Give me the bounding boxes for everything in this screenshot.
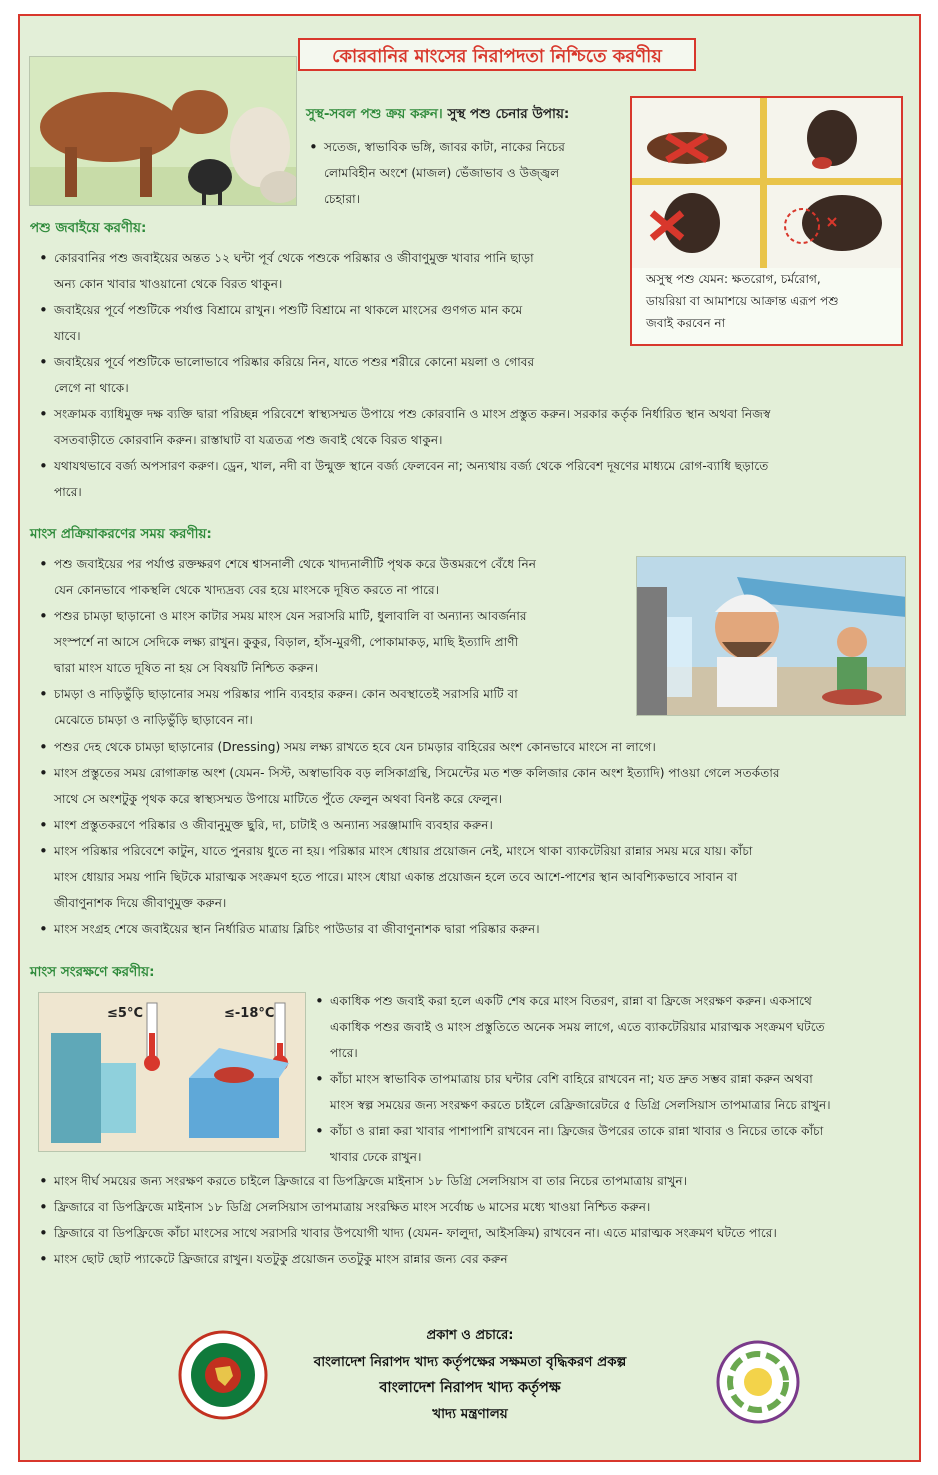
list-item <box>36 349 916 401</box>
healthy-signs-list <box>306 134 624 212</box>
freezer-temp-label: ≤-18°C <box>224 1006 275 1021</box>
storage-list-full <box>36 1168 916 1272</box>
fridge-illustration <box>38 992 306 1152</box>
line: লেগে না থাকে। <box>54 381 129 395</box>
list-item <box>306 134 624 212</box>
line: একাধিক পশু জবাই করা হলে একটি শেষ করে মাংস বিতরণ, রান্না বা ফ্রিজে সংরক্ষণ করুন। একসাথে <box>330 994 812 1008</box>
credits-ministry: খাদ্য মন্ত্রণালয় <box>432 1406 508 1422</box>
line: কোরবানির পশু জবাইয়ের অন্তত ১২ ঘন্টা পূর্ব থেকে পশুকে পরিষ্কার ও জীবাণুমুক্ত খাবার পানি ছাড়া <box>54 251 534 265</box>
line: চামড়া ও নাড়িভুঁড়ি ছাড়ানোর সময় পরিষ্কার পানি ব্যবহার করুন। কোন অবস্থাতেই সরাসরি মাটি বা <box>54 687 518 701</box>
caption-line-2: ডায়রিয়া বা আমাশয়ে আক্রান্ত এরূপ পশু <box>646 294 839 308</box>
credits <box>260 1323 680 1427</box>
processing-list-narrow <box>36 551 636 733</box>
line: পারে। <box>54 485 82 499</box>
list-item <box>36 734 916 760</box>
list-item <box>36 681 636 733</box>
line: মেঝেতে চামড়া ও নাড়িভুঁড়ি ছাড়াবেন না। <box>54 713 253 727</box>
line: জবাইয়ের পূর্বে পশুটিকে ভালোভাবে পরিষ্কার করিয়ে নিন, যাতে পশুর শরীরে কোনো ময়লা ও গোবর <box>54 355 535 369</box>
list-item <box>36 297 916 349</box>
fridge-temp-label: ≤5°C <box>107 1006 143 1021</box>
cattle-illustration <box>29 56 297 206</box>
line: মাংস ধোয়ার সময় পানি ছিটকে মারাত্মক সংক্রমণ হতে পারে। মাংস ধোয়া একান্ত প্রয়োজন হলে তবে আশে-পাশের স্থান আবশ্যিকভাবে সাবান বা <box>54 870 738 884</box>
line: একাধিক পশুর জবাই ও মাংস প্রস্তুতিতে অনেক সময় লাগে, এতে ব্যাকটেরিয়ার মারাত্মক সংক্রমণ ঘটতে <box>330 1020 825 1034</box>
list-item <box>36 760 916 812</box>
line: মাংশ প্রস্তুতকরণে পরিষ্কার ও জীবানুমুক্ত ছুরি, দা, চাটাই ও অন্যান্য সরঞ্জামাদি ব্যবহার করুন। <box>54 818 493 832</box>
line: বসতবাড়ীতে কোরবানি করুন। রাস্তাঘাট বা যত্রতত্র পশু জবাই থেকে বিরত থাকুন। <box>54 433 443 447</box>
line: অন্য কোন খাবার খাওয়ানো থেকে বিরত থাকুন। <box>54 277 283 291</box>
heading-identify-healthy: সুস্থ পশু চেনার উপায়: <box>447 106 570 122</box>
list-item <box>312 988 918 1066</box>
credits-label: প্রকাশ ও প্রচারে: <box>426 1328 514 1343</box>
line: ফ্রিজারে বা ডিপফ্রিজে মাইনাস ১৮ ডিগ্রি সেলসিয়াস তাপমাত্রায় সংরক্ষিত মাংস সর্বোচ্চ ৬ মাসের মধ্যে খাওয়া নিশ্চিত করুন। <box>54 1200 651 1214</box>
healthy-animal-heading <box>306 104 569 124</box>
line: মাংস দীর্ঘ সময়ের জন্য সংরক্ষণ করতে চাইলে ফ্রিজারে বা ডিপফ্রিজে মাইনাস ১৮ ডিগ্রি সেলসিয়াস বা তার নিচের তাপমাত্রায় রাখুন। <box>54 1174 688 1188</box>
list-item <box>36 453 916 505</box>
line: সংস্পর্শে না আসে সেদিকে লক্ষ্য রাখুন। কুকুর, বিড়াল, হাঁস-মুরগী, পোকামাকড়, মাছি ইত্যাদি প্রাণী <box>54 635 519 649</box>
line: ফ্রিজারে বা ডিপফ্রিজে কাঁচা মাংসের সাথে সরাসরি খাবার উপযোগী খাদ্য (যেমন- ফালুদা, আইসক্রিম) রাখবেন না। এতে মারাত্মক সংক্রমণ ঘটতে পারে। <box>54 1226 777 1240</box>
line: সাথে সে অংশটুকু পৃথক করে স্বাস্থ্যসম্মত উপায়ে মাটিতে পুঁতে ফেলুন অথবা বিনষ্ট করে ফেলুন। <box>54 792 503 806</box>
list-item <box>36 838 916 916</box>
butcher-illustration <box>636 556 906 716</box>
caption-line-3: জবাই করবেন না <box>646 316 726 330</box>
line: সংক্রামক ব্যাধিমুক্ত দক্ষ ব্যক্তি দ্বারা পরিচ্ছন্ন পরিবেশে স্বাস্থ্যসম্মত উপায়ে পশু কোরবানি ও মাংস প্রস্তুত করুন। সরকার কর্তৃক নির্ধারিত স্থান অথবা নিজস্ব <box>54 407 771 421</box>
healthy-sign-line-3: চেহারা। <box>324 192 361 206</box>
credits-authority: বাংলাদেশ নিরাপদ খাদ্য কর্তৃপক্ষ <box>379 1380 561 1396</box>
list-item <box>36 1194 916 1220</box>
line: মাংস পরিষ্কার পরিবেশে কাটুন, যাতে পুনরায় ধুতে না হয়। পরিষ্কার মাংস ধোয়ার প্রয়োজন নেই, মাংসে থাকা ব্যাকটেরিয়া রান্নার সময় মরে যায়। কাঁচা <box>54 844 753 858</box>
storage-heading: মাংস সংরক্ষণে করণীয়: <box>30 964 155 980</box>
line: পারে। <box>330 1046 358 1060</box>
list-item <box>36 1246 916 1272</box>
list-item <box>36 551 636 603</box>
line: কাঁচা ও রান্না করা খাবার পাশাপাশি রাখবেন না। ফ্রিজের উপরের তাকে রান্না খাবার ও নিচের তাকে কাঁচা <box>330 1124 824 1138</box>
list-item <box>36 401 916 453</box>
line: জীবাণুনাশক দিয়ে জীবাণুমুক্ত করুন। <box>54 896 227 910</box>
page-title: কোরবানির মাংসের নিরাপদতা নিশ্চিতে করণীয় <box>298 38 696 71</box>
list-item <box>36 245 916 297</box>
list-item <box>312 1118 918 1170</box>
line: মাংস সংগ্রহ শেষে জবাইয়ের স্থান নির্ধারিত মাত্রায় ব্লিচিং পাউডার বা জীবাণুনাশক দ্বারা পরিষ্কার করুন। <box>54 922 540 936</box>
list-item <box>312 1066 918 1118</box>
list-item <box>36 916 916 942</box>
line: মাংস স্বল্প সময়ের জন্য সংরক্ষণ করতে চাইলে রেফ্রিজারেটরে ৫ ডিগ্রি সেলসিয়াস তাপমাত্রার নিচে রাখুন। <box>330 1098 831 1112</box>
healthy-sign-line-1: সতেজ, স্বাভাবিক ভঙ্গি, জাবর কাটা, নাকের নিচের <box>324 140 565 154</box>
slaughter-list <box>36 245 916 505</box>
line: জবাইয়ের পূর্বে পশুটিকে পর্যাপ্ত বিশ্রামে রাখুন। পশুটি বিশ্রামে না থাকলে মাংসের গুণগত মান কমে <box>54 303 523 317</box>
line: যাবে। <box>54 329 81 343</box>
line: পশুর চামড়া ছাড়ানো ও মাংস কাটার সময় মাংস যেন সরাসরি মাটি, ধুলাবালি বা অন্যান্য আবর্জনার <box>54 609 527 623</box>
line: পশুর দেহ থেকে চামড়া ছাড়ানোর (Dressing) সময় লক্ষ্য রাখতে হবে যেন চামড়ার বাহিরের অংশ কোনভাবে মাংসে না লাগে। <box>54 740 656 754</box>
line: পশু জবাইয়ের পর পর্যাপ্ত রক্তক্ষরণ শেষে শ্বাসনালী থেকে খাদ্যনালীটি পৃথক করে উত্তমরূপে বেঁধে নিন <box>54 557 537 571</box>
line: কাঁচা মাংস স্বাভাবিক তাপমাত্রায় চার ঘন্টার বেশি বাহিরে রাখবেন না; যত দ্রুত সম্ভব রান্না করুন অথবা <box>330 1072 813 1086</box>
line: যেন কোনভাবে পাকস্থলি থেকে খাদ্যদ্রব্য বের হয়ে মাংসকে দূষিত করতে না পারে। <box>54 583 440 597</box>
slaughter-heading: পশু জবাইয়ে করণীয়: <box>30 220 147 236</box>
food-safety-authority-logo <box>716 1340 800 1424</box>
credits-project: বাংলাদেশ নিরাপদ খাদ্য কর্তৃপক্ষের সক্ষমতা বৃদ্ধিকরণ প্রকল্প <box>313 1354 627 1370</box>
list-item <box>36 603 636 681</box>
list-item <box>36 1220 916 1246</box>
caption-line-1: অসুস্থ পশু যেমন: ক্ষতরোগ, চর্মরোগ, <box>646 272 821 286</box>
healthy-sign-line-2: লোমবিহীন অংশে (মাজল) ভেঁজাভাব ও উজ্জ্বল <box>324 166 560 180</box>
sick-animals-illustration <box>632 98 901 268</box>
processing-list-wide <box>36 734 916 942</box>
processing-heading: মাংস প্রক্রিয়াকরণের সময় করণীয়: <box>30 526 212 542</box>
storage-list-right <box>312 988 918 1170</box>
line: যথাযথভাবে বর্জ্য অপসারণ করুণ। ড্রেন, খাল, নদী বা উন্মুক্ত স্থানে বর্জ্য ফেলবেন না; অন্যথায় বর্জ্য থেকে পরিবেশ দূষণের মাধ্যমে রোগ-ব্যাধি ছড়াতে <box>54 459 769 473</box>
line: দ্বারা মাংস যাতে দূষিত না হয় সে বিষয়টি নিশ্চিত করুন। <box>54 661 319 675</box>
line: মাংস প্রস্তুতের সময় রোগাক্রান্ত অংশ (যেমন- সিস্ট, অস্বাভাবিক বড় লসিকাগ্রন্থি, সিমেন্টের মত শক্ত কলিজার কোন অংশ ইত্যাদি) পাওয়া গেলে সতর্কতার <box>54 766 780 780</box>
list-item <box>36 812 916 838</box>
line: খাবার ঢেকে রাখুন। <box>330 1150 422 1164</box>
list-item <box>36 1168 916 1194</box>
line: মাংস ছোট ছোট প্যাকেটে ফ্রিজারে রাখুন। যতটুকু প্রয়োজন ততটুকু মাংস রান্নার জন্য বের করুন <box>54 1252 508 1266</box>
government-logo <box>178 1330 268 1420</box>
heading-buy-healthy: সুস্থ-সবল পশু ক্রয় করুন। <box>306 106 443 122</box>
